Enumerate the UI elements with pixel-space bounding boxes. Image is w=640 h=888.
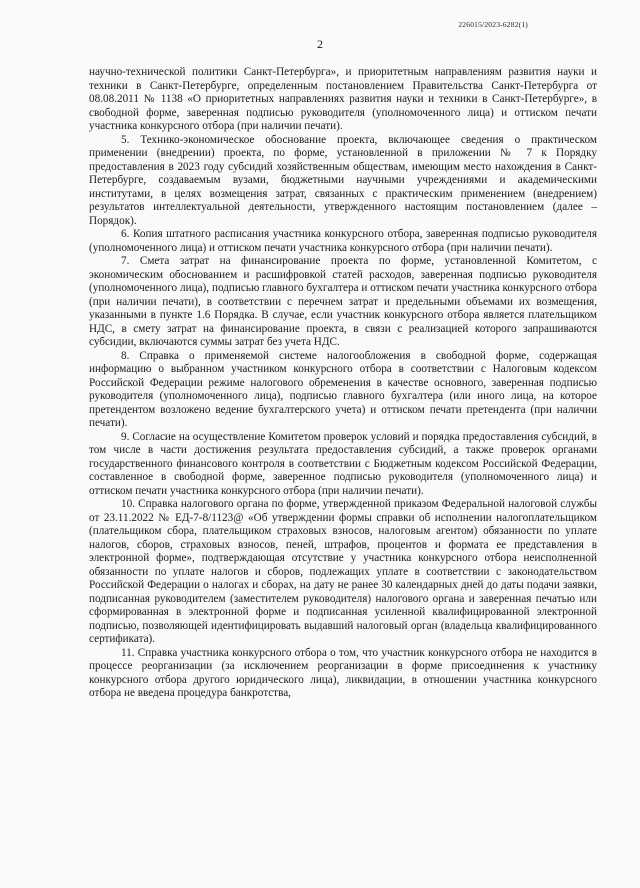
- paragraph-item-9: 9. Согласие на осуществление Комитетом проверок условий и порядка предоставления субсидий, в том числе в части достижения результата предоставления субсидий, а также проверок органами государственного финансового контроля в соответствии с Бюджетным кодексом Российской Федерации, составленное в свободной форме, заверенное подписью руководителя (уполномоченного лица) и оттиском печати участника конкурсного отбора (при наличии печати).: [89, 430, 597, 497]
- paragraph-item-11: 11. Справка участника конкурсного отбора о том, что участник конкурсного отбора не находится в процессе реорганизации (за исключением реорганизации в форме присоединения к участнику конкурсного отбора другого юридического лица), ликвидации, в отношении участника конкурсного отбора не введена процедура банкротства,: [89, 646, 597, 699]
- document-id: 226015/2023-6282(1): [458, 20, 528, 29]
- paragraph-item-8: 8. Справка о применяемой системе налогообложения в свободной форме, содержащая информацию о выбранном участником конкурсного отбора в соответствии с Налоговым кодексом Российской Федерации режиме налогового обременения в качестве основного, заверенная подписью руководителя (уполномоченного лица), подписью главного бухгалтера (или иного лица, на которое претендентом возложено ведение бухгалтерского учета) и оттиском печати претендента (при наличии печати).: [89, 349, 597, 429]
- paragraph-item-6: 6. Копия штатного расписания участника конкурсного отбора, заверенная подписью руководителя (уполномоченного лица) и оттиском печати участника конкурсного отбора (при наличии печати).: [89, 228, 597, 254]
- page-number: 2: [317, 37, 323, 51]
- document-body: [89, 66, 597, 701]
- paragraph-item-7: 7. Смета затрат на финансирование проекта по форме, установленной Комитетом, с экономическим обоснованием и расшифровкой статей расходов, заверенная подписью руководителя (уполномоченного лица), подписью главного бухгалтера и оттиском печати участника конкурсного отбора (при наличии печати), в соответствии с перечнем затрат и предельными объемами их возмещения, указанными в пункте 1.6 Порядка. В случае, если участник конкурсного отбора является плательщиком НДС, в смету затрат на финансирование проекта, в связи с реализацией которого запрашиваются субсидии, включаются суммы затрат без учета НДС.: [89, 255, 597, 348]
- paragraph-continuation: научно-технической политики Санкт-Петербурга», и приоритетным направлениям развития науки и техники в Санкт-Петербурге, определенным постановлением Правительства Санкт-Петербурга от 08.08.2011 № 1138 «О приоритетных направлениях развития науки и техники в Санкт-Петербурге», в свободной форме, заверенная подписью руководителя (уполномоченного лица) и оттиском печати участника конкурсного отбора (при наличии печати).: [89, 66, 597, 132]
- paragraph-item-5: 5. Технико-экономическое обоснование проекта, включающее сведения о практическом применении (внедрении) проекта, по форме, установленной в приложении № 7 к Порядку предоставления в 2023 году субсидий хозяйственным обществам, имеющим место нахождения в Санкт-Петербурге, создаваемым вузами, бюджетными научными учреждениями и академическими институтами, в целях возмещения затрат, связанных с практическим применением (внедрением) результатов интеллектуальной деятельности, утвержденного настоящим постановлением (далее – Порядок).: [89, 133, 597, 227]
- paragraph-item-10: 10. Справка налогового органа по форме, утвержденной приказом Федеральной налоговой службы от 23.11.2022 № ЕД-7-8/1123@ «Об утверждении формы справки об исполнении налогоплательщиком (плательщиком сбора, плательщиком страховых взносов, налоговым агентом) обязанности по уплате налогов, сборов, страховых взносов, пеней, штрафов, процентов и формата ее представления в электронной форме», подтверждающая отсутствие у участника конкурсного отбора неисполненной обязанности по уплате налогов и сборов, подлежащих уплате в соответствии с законодательством Российской Федерации о налогах и сборах, на дату не ранее 30 календарных дней до даты подачи заявки, подписанная руководителем (заместителем руководителя) налогового органа и заверенная печатью или сформированная в электронной форме и подписанная усиленной квалифицированной электронной подписью, позволяющей идентифицировать выдавший налоговый орган (владельца квалифицированного сертификата).: [89, 498, 597, 645]
